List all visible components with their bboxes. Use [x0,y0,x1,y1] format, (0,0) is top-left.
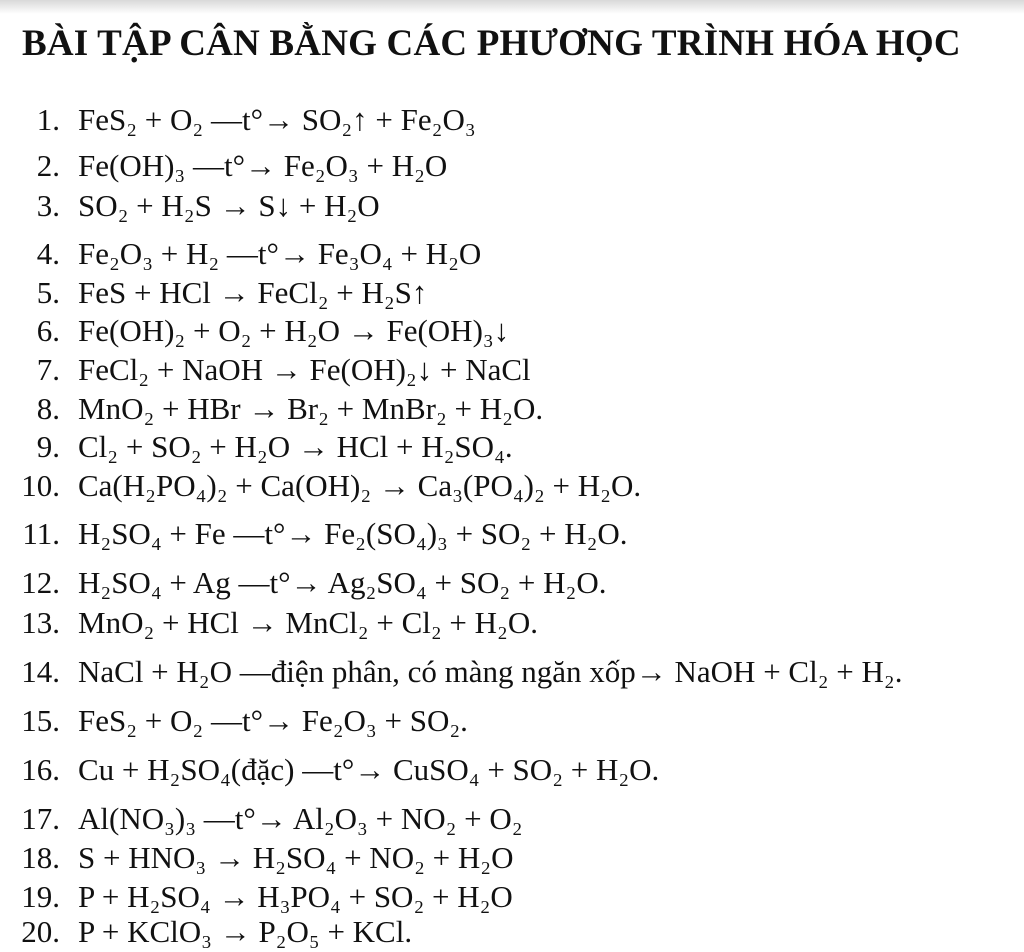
equation-number: 20. [21,914,60,949]
equation-text: FeS₂ + O₂ —t°→ Fe₂O₃ + SO₂. [78,703,468,738]
equation-text: Cl₂ + SO₂ + H₂O → HCl + H₂SO₄. [78,429,513,464]
equation-number: 15. [21,703,60,738]
equation-text: P + KClO₃ → P₂O₅ + KCl. [78,914,413,949]
equation-text: P + H₂SO₄ → H₃PO₄ + SO₂ + H₂O [78,879,513,914]
equation-number: 5. [36,275,60,310]
equation-row [0,652,902,692]
equation-number: 7. [36,352,60,387]
equation-number: 1. [36,102,60,137]
equation-row [0,750,659,790]
equation-row [0,603,538,643]
equation-number: 9. [36,429,60,464]
equation-number: 10. [21,468,60,503]
equation-text: Fe(OH)₂ + O₂ + H₂O → Fe(OH)₃↓ [78,313,510,348]
equation-row [0,389,543,429]
equation-number: 4. [36,236,60,271]
equation-row [0,799,523,839]
equation-number: 16. [21,752,60,787]
equation-number: 6. [36,313,60,348]
equation-text: H₂SO₄ + Ag —t°→ Ag₂SO₄ + SO₂ + H₂O. [78,565,607,600]
equation-text: FeS + HCl → FeCl₂ + H₂S↑ [78,275,428,310]
equation-number: 8. [36,391,60,426]
equation-number: 3. [36,188,60,223]
equation-text: MnO₂ + HCl → MnCl₂ + Cl₂ + H₂O. [78,605,538,640]
equation-number: 17. [21,801,60,836]
equation-row [0,186,380,226]
equation-row [0,701,468,741]
equation-row [0,273,427,313]
equation-text: FeCl₂ + NaOH → Fe(OH)₂↓ + NaCl [78,352,531,387]
equation-row [0,838,513,878]
page-title: BÀI TẬP CÂN BẰNG CÁC PHƯƠNG TRÌNH HÓA HỌC [22,23,961,64]
equation-number: 14. [21,654,60,689]
equation-number: 11. [22,516,60,551]
equation-number: 19. [21,879,60,914]
equation-row [0,912,412,952]
equation-number: 12. [21,565,60,600]
equation-text: Fe(OH)₃ —t°→ Fe₂O₃ + H₂O [78,148,448,183]
equation-text: NaCl + H₂O —điện phân, có màng ngăn xốp→ NaOH + Cl₂ + H₂. [78,654,903,689]
page-top-shadow [0,0,1024,14]
equation-text: H₂SO₄ + Fe —t°→ Fe₂(SO₄)₃ + SO₂ + H₂O. [78,516,628,551]
equation-text: Cu + H₂SO₄(đặc) —t°→ CuSO₄ + SO₂ + H₂O. [78,752,660,787]
equation-number: 18. [21,840,60,875]
equation-row [0,350,531,390]
equation-number: 13. [21,605,60,640]
equation-row [0,514,628,554]
equation-text: S + HNO₃ → H₂SO₄ + NO₂ + H₂O [78,840,514,875]
equation-row [0,234,481,274]
equation-text: FeS₂ + O₂ —t°→ SO₂↑ + Fe₂O₃ [78,102,476,137]
equation-text: MnO₂ + HBr → Br₂ + MnBr₂ + H₂O. [78,391,544,426]
equation-row [0,466,641,506]
equation-row [0,100,476,140]
equation-row [0,146,447,186]
equation-row [0,311,509,351]
equation-text: Al(NO₃)₃ —t°→ Al₂O₃ + NO₂ + O₂ [78,801,523,836]
equation-text: Fe₂O₃ + H₂ —t°→ Fe₃O₄ + H₂O [78,236,482,271]
equation-row [0,427,513,467]
equation-row [0,877,513,917]
equation-row [0,563,606,603]
equation-text: Ca(H₂PO₄)₂ + Ca(OH)₂ → Ca₃(PO₄)₂ + H₂O. [78,468,642,503]
equation-text: SO₂ + H₂S → S↓ + H₂O [78,188,380,223]
equation-number: 2. [36,148,60,183]
